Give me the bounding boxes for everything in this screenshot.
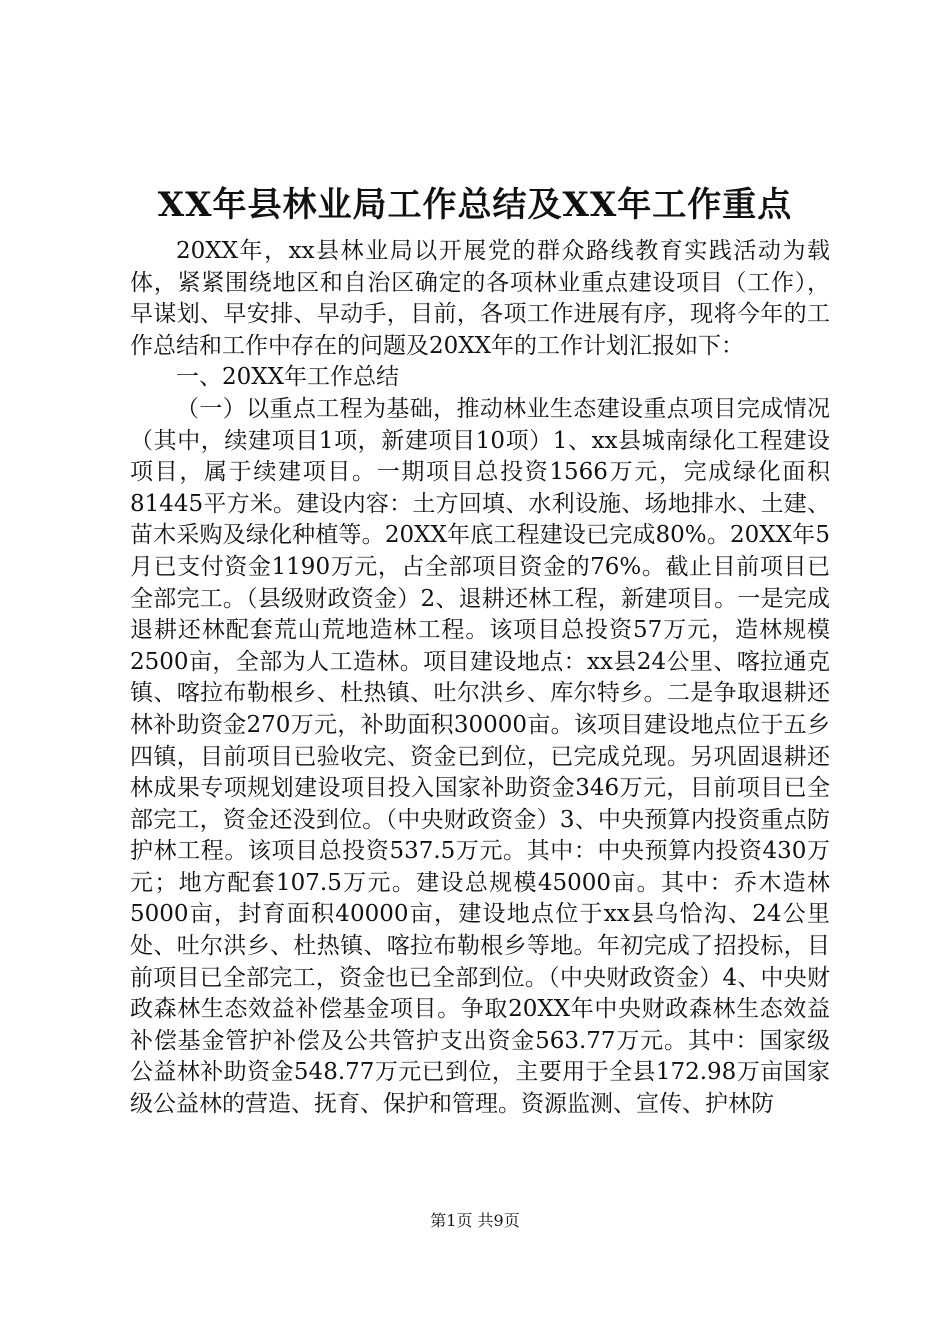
document-title: XX年县林业局工作总结及XX年工作重点 bbox=[157, 185, 793, 225]
document-body bbox=[130, 236, 830, 1121]
summary-paragraph: （一）以重点工程为基础，推动林业生态建设重点项目完成情况（其中，续建项目1项，新建项目10项）1、xx县城南绿化工程建设项目，属于续建项目。一期项目总投资1566万元，完成绿化面积81445平方米。建设内容：土方回填、水利设施、场地排水、土建、苗木采购及绿化种植等。20XX年底工程建设已完成80%。20XX年5月已支付资金1190万元，占全部项目资金的76%。截止目前项目已全部完工。（县级财政资金）2、退耕还林工程，新建项目。一是完成退耕还林配套荒山荒地造林工程。该项目总投资57万元，造林规模2500亩，全部为人工造林。项目建设地点：xx县24公里、喀拉通克镇、喀拉布勒根乡、杜热镇、吐尔洪乡、库尔特乡。二是争取退耕还林补助资金270万元，补助面积30000亩。该项目建设地点位于五乡四镇，目前项目已验收完、资金已到位，已完成兑现。另巩固退耕还林成果专项规划建设项目投入国家补助资金346万元，目前项目已全部完工，资金还没到位。（中央财政资金）3、中央预算内投资重点防护林工程。该项目总投资537.5万元。其中：中央预算内投资430万元；地方配套107.5万元。建设总规模45000亩。其中：乔木造林5000亩，封育面积40000亩，建设地点位于xx县乌恰沟、24公里处、吐尔洪乡、杜热镇、喀拉布勒根乡等地。年初完成了招投标，目前项目已全部完工，资金也已全部到位。（中央财政资金）4、中央财政森林生态效益补偿基金项目。争取20XX年中央财政森林生态效益补偿基金管护补偿及公共管护支出资金563.77万元。其中：国家级公益林补助资金548.77万元已到位，主要用于全县172.98万亩国家级公益林的营造、抚育、保护和管理。资源监测、宣传、护林防 bbox=[130, 395, 830, 1118]
page-number-footer: 第1页 共9页 bbox=[430, 1211, 520, 1230]
section-heading: 一、20XX年工作总结 bbox=[176, 364, 400, 391]
intro-paragraph: 20XX年，xx县林业局以开展党的群众路线教育实践活动为载体，紧紧围绕地区和自治区确定的各项林业重点建设项目（工作），早谋划、早安排、早动手，目前，各项工作进展有序，现将今年的工作总结和工作中存在的问题及20XX年的工作计划汇报如下： bbox=[130, 238, 830, 359]
